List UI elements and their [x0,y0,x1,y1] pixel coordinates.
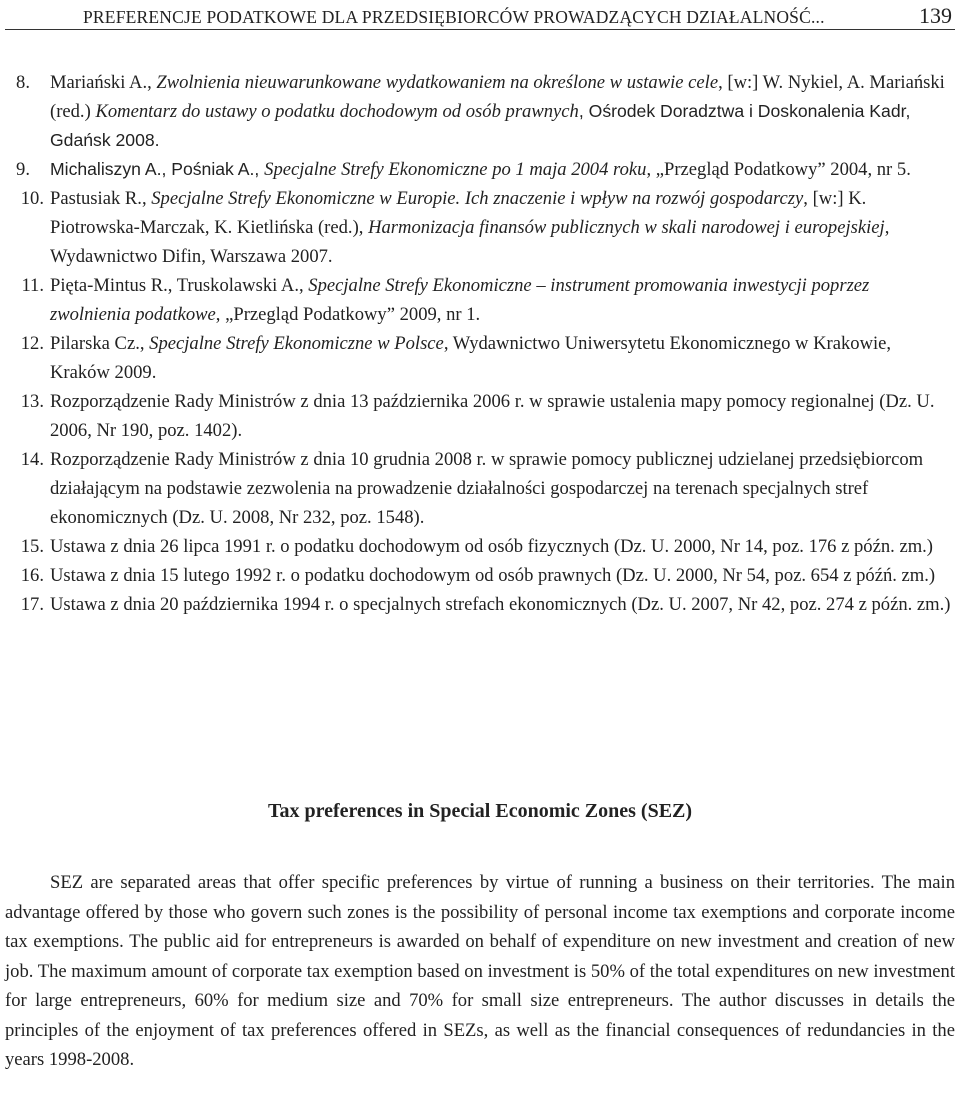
reference-item [8,329,954,387]
reference-title: Zwolnienia nieuwarunkowane wydatkowaniem na określone w ustawie cele [156,72,719,93]
reference-title: Specjalne Strefy Ekonomiczne po 1 maja 2004 roku [264,159,647,180]
reference-item [8,184,954,271]
reference-item [8,271,954,329]
reference-text: Pastusiak R., [50,188,152,209]
reference-text: Rozporządzenie Rady Ministrów z dnia 13 października 2006 r. w sprawie ustalenia mapy pomocy regionalnej (Dz. U. 2006, Nr 190, poz. 1402). [50,391,935,441]
reference-item [8,590,954,619]
reference-text: , Wydawnictwo Uniwersytetu Ekonomicznego w Krakowie, Kraków 2009. [50,333,892,383]
reference-item [8,445,954,532]
reference-number: 10. [20,188,44,209]
reference-number: 16. [20,565,44,586]
reference-item [8,561,954,590]
reference-title: Harmonizacja finansów publicznych w skali narodowej i europejskiej [368,217,885,238]
page-number: 139 [919,3,952,28]
reference-item [8,155,954,184]
reference-title: Specjalne Strefy Ekonomiczne w Polsce [149,333,444,354]
reference-title: Specjalne Strefy Ekonomiczne w Europie. Ich znaczenie i wpływ na rozwój gospodarczy [151,188,804,209]
reference-number: 9. [16,159,30,180]
reference-text: , Ośrodek Doradztwa i Doskonalenia Kadr, Gdańsk 2008. [50,101,911,150]
reference-title: Komentarz do ustawy o podatku dochodowym od osób prawnych [95,101,579,122]
abstract-body: SEZ are separated areas that offer specific preferences by virtue of running a business on their territories. The main advantage offered by those who govern such zones is the possibility of personal income tax exemptions and corporate income tax exemptions. The public aid for entrepreneurs is awarded on behalf of expenditure on new investment and creation of new job. The maximum amount of corporate tax exemption based on investment is 50% of the total expenditures on new investment for large entrepreneurs, 60% for medium size and 70% for small size entrepreneurs. The author discusses in details the principles of the enjoyment of tax preferences offered in SEZs, as well as the financial consequences of redundancies in the years 1998-2008. [5,872,955,1070]
reference-text: , [w:] W. Nykiel, A. Mariański (red.) [50,72,945,122]
reference-number: 8. [16,72,30,93]
reference-number: 12. [20,333,44,354]
reference-number: 11. [21,275,44,296]
reference-number: 13. [20,391,44,412]
abstract-title: Tax preferences in Special Economic Zones (SEZ) [267,800,693,822]
reference-list [8,68,954,619]
reference-item [8,387,954,445]
reference-text: Mariański A., [50,72,157,93]
reference-text: , [w:] K. Piotrowska-Marczak, K. Kietlińska (red.), [50,188,867,238]
running-title: PREFERENCJE PODATKOWE DLA PRZEDSIĘBIORCÓW PROWADZĄCYCH DZIAŁALNOŚĆ... [83,7,825,27]
reference-number: 14. [20,449,44,470]
reference-number: 17. [20,594,44,615]
reference-text: Michaliszyn A., Pośniak A., [50,159,265,179]
reference-text: , „Przegląd Podatkowy” 2009, nr 1. [215,304,481,325]
reference-title: Specjalne Strefy Ekonomiczne – instrument promowania inwestycji poprzez zwolnienia podatkowe [50,275,870,325]
reference-text: , Wydawnictwo Difin, Warszawa 2007. [50,217,890,267]
reference-number: 15. [20,536,44,557]
reference-text: , „Przegląd Podatkowy” 2004, nr 5. [646,159,911,180]
reference-text: Rozporządzenie Rady Ministrów z dnia 10 grudnia 2008 r. w sprawie pomocy publicznej udzielanej przedsiębiorcom działającym na podstawie zezwolenia na prowadzenie działalności gospodarczej na terenach specjalnych stref ekonomicznych (Dz. U. 2008, Nr 232, poz. 1548). [50,449,924,528]
reference-item [8,532,954,561]
reference-item [8,68,954,155]
reference-text: Ustawa z dnia 26 lipca 1991 r. o podatku dochodowym od osób fizycznych (Dz. U. 2000, Nr 14, poz. 176 z późn. zm.) [50,536,934,557]
reference-text: Ustawa z dnia 15 lutego 1992 r. o podatku dochodowym od osób prawnych (Dz. U. 2000, Nr 54, poz. 654 z późń. zm.) [50,565,936,586]
reference-text: Ustawa z dnia 20 października 1994 r. o specjalnych strefach ekonomicznych (Dz. U. 2007, Nr 42, poz. 274 z późn. zm.) [50,594,951,615]
reference-text: Pięta-Mintus R., Truskolawski A., [50,275,309,296]
reference-text: Pilarska Cz., [50,333,150,354]
running-header [5,3,955,30]
